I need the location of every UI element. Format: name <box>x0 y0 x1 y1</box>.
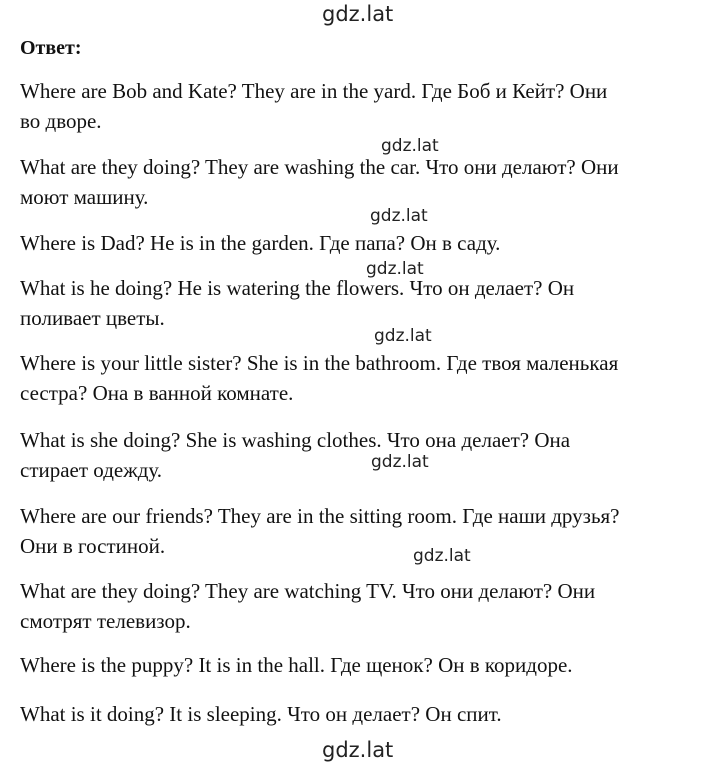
paragraph-line: Where is your little sister? She is in the bathroom. Где твоя маленькая <box>20 351 619 375</box>
paragraph-line: Where are Bob and Kate? They are in the yard. Где Боб и Кейт? Они <box>20 79 608 103</box>
paragraph-line: во дворе. <box>20 109 102 133</box>
paragraph-6 <box>20 425 710 485</box>
paragraph-line: Where are our friends? They are in the sitting room. Где наши друзья? <box>20 504 620 528</box>
paragraph-line: поливает цветы. <box>20 306 165 330</box>
paragraph-7 <box>20 501 710 561</box>
paragraph-9 <box>20 650 710 680</box>
watermark-inline: gdz.lat <box>371 452 429 472</box>
paragraph-line: What is she doing? She is washing clothes. Что она делает? Она <box>20 428 571 452</box>
paragraph-line: What are they doing? They are washing the car. Что они делают? Они <box>20 155 619 179</box>
paragraph-4 <box>20 273 710 333</box>
watermark-inline: gdz.lat <box>374 326 432 346</box>
paragraph-line: Where is the puppy? It is in the hall. Где щенок? Он в коридоре. <box>20 653 573 677</box>
paragraph-line: смотрят телевизор. <box>20 609 191 633</box>
paragraph-line: Where is Dad? He is in the garden. Где папа? Он в саду. <box>20 231 501 255</box>
watermark-top: gdz.lat <box>322 2 394 26</box>
paragraph-line: сестра? Она в ванной комнате. <box>20 381 294 405</box>
paragraph-line: стирает одежду. <box>20 458 163 482</box>
watermark-inline: gdz.lat <box>381 136 439 156</box>
paragraph-5 <box>20 348 710 408</box>
paragraph-10 <box>20 699 710 729</box>
paragraph-line: What are they doing? They are watching TV. Что они делают? Они <box>20 579 596 603</box>
watermark-inline: gdz.lat <box>366 259 424 279</box>
paragraph-line: Они в гостиной. <box>20 534 166 558</box>
paragraph-1 <box>20 76 710 136</box>
paragraph-3 <box>20 228 710 258</box>
watermark-inline: gdz.lat <box>413 546 471 566</box>
watermark-inline: gdz.lat <box>370 206 428 226</box>
answer-heading: Ответ: <box>20 37 82 59</box>
watermark-bottom: gdz.lat <box>322 738 394 762</box>
paragraph-line: моют машину. <box>20 185 149 209</box>
paragraph-8 <box>20 576 710 636</box>
paragraph-line: What is it doing? It is sleeping. Что он делает? Он спит. <box>20 702 502 726</box>
paragraph-line: What is he doing? He is watering the flowers. Что он делает? Он <box>20 276 575 300</box>
paragraph-2 <box>20 152 710 212</box>
